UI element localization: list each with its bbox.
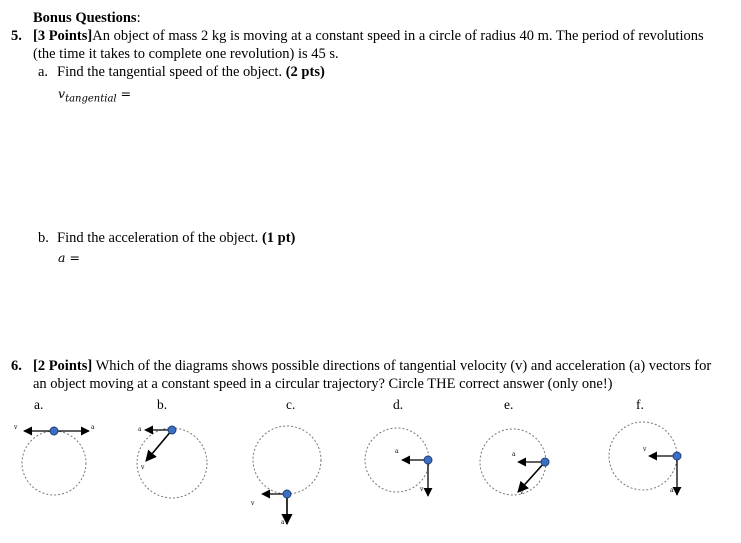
diagram-d-a-label: a <box>395 448 399 455</box>
diagram-f[interactable] <box>609 422 681 495</box>
option-d-label[interactable]: d. <box>393 397 404 412</box>
diagram-b-v-label: v <box>141 464 145 471</box>
option-a-label[interactable]: a. <box>34 397 44 412</box>
diagram-b-a-label: a <box>138 426 142 433</box>
diagram-f-v-label: v <box>643 446 647 453</box>
section-heading: Bonus Questions: <box>33 10 141 26</box>
q5b-prompt: Find the acceleration of the object. (1 pt) <box>57 230 296 246</box>
q5-line1: [3 Points]An object of mass 2 kg is moving at a constant speed in a circle of radius 40 m. The period of revolutions <box>33 28 704 44</box>
diagram-e[interactable] <box>480 429 549 496</box>
q5a-letter: a. <box>38 64 49 80</box>
diagram-a-a-label: a <box>91 424 95 431</box>
q5b-equation: a = <box>58 250 80 265</box>
option-e-label[interactable]: e. <box>504 397 514 412</box>
diagram-a-object-dot <box>50 427 58 435</box>
option-c-label[interactable]: c. <box>286 397 296 412</box>
diagram-e-v-label: v <box>520 489 524 496</box>
diagram-c-v-label: v <box>251 500 255 507</box>
diagram-b-object-dot <box>168 426 176 434</box>
q5-number: 5. <box>11 28 22 44</box>
diagram-d-object-dot <box>424 456 432 464</box>
diagram-c-object-dot <box>283 490 291 498</box>
diagram-d[interactable] <box>365 428 432 496</box>
diagram-a-circle <box>22 431 86 495</box>
diagram-a[interactable] <box>13 424 95 495</box>
q5a-equation: $v_{tangential}$ = <box>58 86 132 105</box>
diagram-f-a-label: a <box>670 487 674 494</box>
diagram-e-object-dot <box>541 458 549 466</box>
diagram-b[interactable] <box>137 426 207 498</box>
option-f-label[interactable]: f. <box>636 397 644 412</box>
q5-line2: (the time it takes to complete one revolution) is 45 s. <box>33 46 339 62</box>
diagram-a-v-label: v <box>14 424 18 431</box>
diagram-b-circle <box>137 428 207 498</box>
diagram-d-v-label: v <box>420 486 424 493</box>
q6-line1: [2 Points] Which of the diagrams shows possible directions of tangential velocity (v) and acceleration (a) vectors for <box>33 358 712 374</box>
q6-number: 6. <box>11 358 22 374</box>
diagram-c[interactable] <box>250 426 321 526</box>
q6-line2: an object moving at a constant speed in a circular trajectory? Circle THE correct answer (only one!) <box>33 376 613 392</box>
diagram-f-object-dot <box>673 452 681 460</box>
option-b-label[interactable]: b. <box>157 397 168 412</box>
q5b-letter: b. <box>38 230 49 246</box>
diagram-c-circle <box>253 426 321 494</box>
diagram-c-a-label: a <box>281 519 285 526</box>
q5a-prompt: Find the tangential speed of the object. (2 pts) <box>57 64 325 80</box>
diagram-b-velocity-arrow <box>146 430 172 461</box>
diagram-e-a-label: a <box>512 451 516 458</box>
diagram-e-velocity-arrow <box>518 462 545 492</box>
